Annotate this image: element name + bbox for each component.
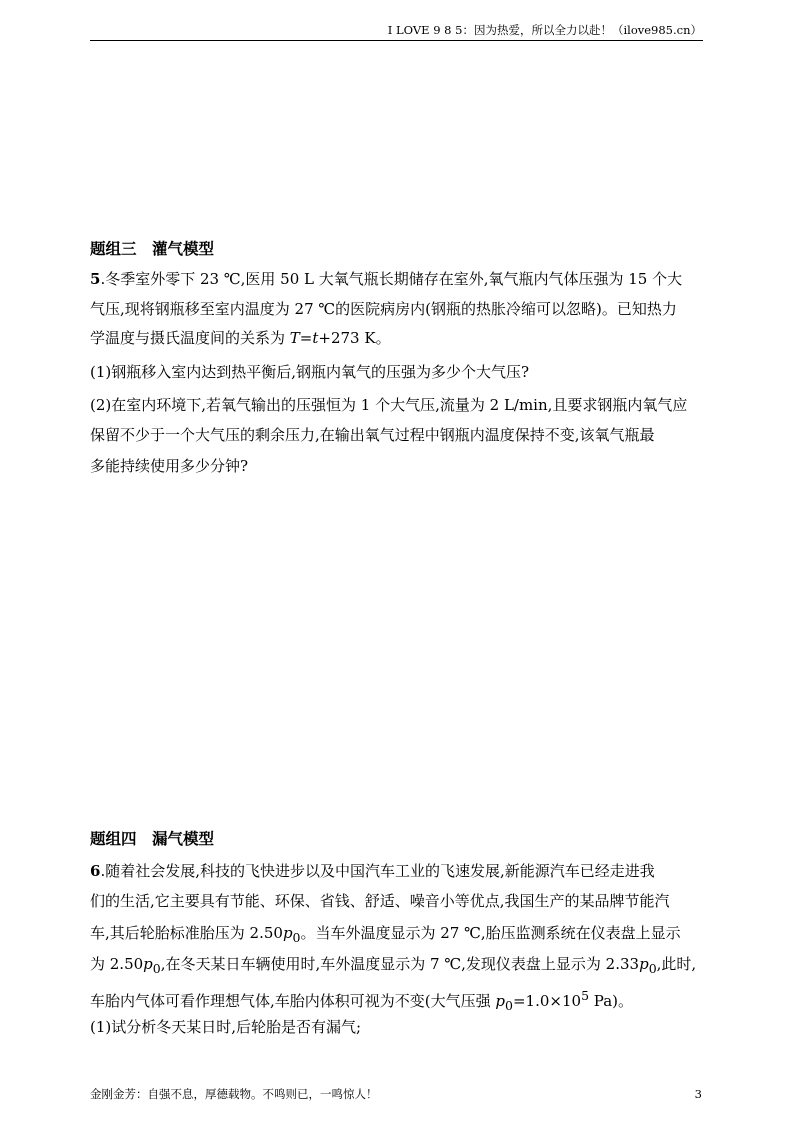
q5-sub-2-line-2: 保留不少于一个大气压的剩余压力,在输出氧气过程中钢瓶内温度保持不变,该氧气瓶最 [90,426,655,444]
q6-line-1: 6.随着社会发展,科技的飞快进步以及中国汽车工业的飞速发展,新能源汽车已经走进我 [90,862,655,880]
page-number: 3 [694,1087,702,1101]
q5-sub-2-line-3: 多能持续使用多少分钟? [90,457,249,475]
q6-sub-1: (1)试分析冬天某日时,后轮胎是否有漏气; [90,1018,362,1036]
q5-line-1: 5.冬季室外零下 23 ℃,医用 50 L 大氧气瓶长期储存在室外,氧气瓶内气体压强为 15 个大 [90,270,683,288]
q6-line-3: 车,其后轮胎标准胎压为 $2.50p_0$。当车外温度显示为 27 ℃,胎压监测系统在仪表盘上显示 [90,924,681,945]
group4-heading: 题组四 漏气模型 [90,830,215,848]
q5-sub-2-line-1: (2)在室内环境下,若氧气输出的压强恒为 1 个大气压,流量为 2 L/min,且要求钢瓶内氧气应 [90,396,688,414]
header-rule [90,40,703,41]
q5-line-2: 气压,现将钢瓶移至室内温度为 27 ℃的医院病房内(钢瓶的热胀冷缩可以忽略)。已知热力 [90,300,677,318]
q5-sub-1: (1)钢瓶移入室内达到热平衡后,钢瓶内氧气的压强为多少个大气压? [90,363,530,381]
q5-line-3: 学温度与摄氏温度间的关系为 T=t+273 K。 [90,329,391,347]
q6-line-5: 车胎内气体可看作理想气体,车胎内体积可视为不变(大气压强 $p_0=1.0\times 10^5$ Pa)。 [90,988,633,1013]
q6-number: 6 [90,862,101,880]
q5-number: 5 [90,270,101,288]
q6-line-2: 们的生活,它主要具有节能、环保、省钱、舒适、噪音小等优点,我国生产的某品牌节能汽 [90,892,670,910]
q6-line-4: 为 $2.50p_0$,在冬天某日车辆使用时,车外温度显示为 7 ℃,发现仪表盘上显示为 $2.33p_0$,此时, [90,955,697,976]
footer-motto: 金刚金芳：自强不息，厚德载物。不鸣则已，一鸣惊人！ [90,1087,378,1101]
group3-heading: 题组三 灌气模型 [90,240,215,258]
page-header: I LOVE 9 8 5：因为热爱，所以全力以赴！（ilove985.cn） [387,23,702,37]
